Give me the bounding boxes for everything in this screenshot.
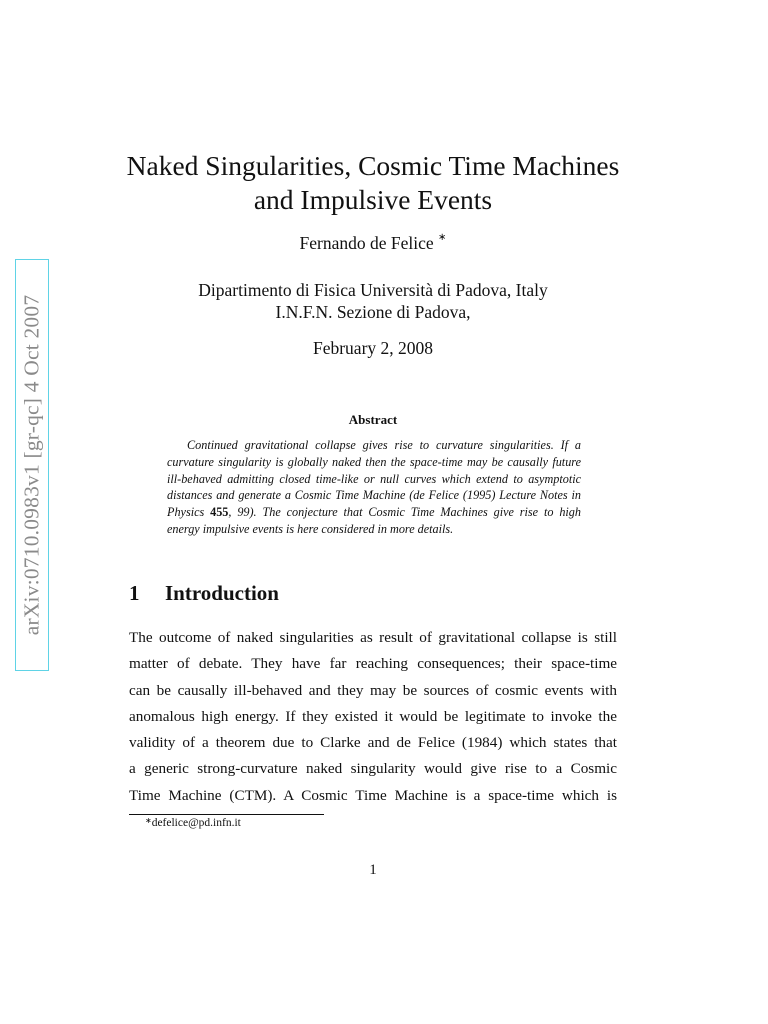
abstract-body	[167, 437, 581, 538]
paper-title	[0, 149, 746, 217]
section-number: 1	[129, 581, 140, 605]
body-line: The outcome of naked singularities as result of gravitational collapse is still	[129, 629, 617, 646]
author	[0, 233, 746, 254]
section-title: Introduction	[165, 581, 279, 605]
body-paragraph	[129, 625, 617, 809]
body-line: can be causally ill-behaved and they may be sources of cosmic events with	[129, 681, 617, 699]
author-name: Fernando de Felice	[299, 233, 434, 253]
body-line: validity of a theorem due to Clarke and de Felice (1984) which states that	[129, 734, 617, 752]
body-line: anomalous high energy. If they existed it would be legitimate to invoke the	[129, 707, 617, 725]
body-line: a generic strong-curvature naked singularity would give rise to a Cosmic	[129, 760, 617, 778]
abstract-text-part-2: , 99). The conjecture that Cosmic Time Machines give rise to high energy impulsive events is here considered in more details.	[167, 505, 581, 536]
footnote-rule	[129, 814, 324, 815]
page-number: 1	[369, 862, 377, 878]
body-line: matter of debate. They have far reaching consequences; their space-time	[129, 655, 617, 673]
abstract-text-part-1: Continued gravitational collapse gives rise to curvature singularities. If a curvature singularity is globally naked then the space-time may be causally future ill-behaved admitting closed time-like or null curves which extend to asymptotic distances and generate a Cosmic Time Machine (de Felice (1995) Lecture Notes in Physics	[167, 438, 581, 520]
arxiv-stamp-text: arXiv:0710.0983v1 [gr-qc] 4 Oct 2007	[19, 294, 44, 636]
abstract-heading: Abstract	[348, 412, 398, 427]
section-heading	[129, 581, 279, 606]
paper-date: February 2, 2008	[312, 338, 434, 358]
affiliation-line-1: Dipartimento di Fisica Università di Padova, Italy	[198, 280, 548, 300]
paper-title-line-2: and Impulsive Events	[253, 184, 493, 215]
footnote-mark: ∗	[145, 816, 152, 825]
affiliation-line-2: I.N.F.N. Sezione di Padova,	[275, 302, 471, 322]
author-footnote-mark: ∗	[438, 232, 447, 243]
body-line: Time Machine (CTM). A Cosmic Time Machine is a space-time which is	[129, 786, 617, 804]
abstract-bold-volume: 455	[210, 505, 229, 520]
footnote	[145, 817, 241, 829]
paper-title-line-1: Naked Singularities, Cosmic Time Machines	[126, 150, 620, 181]
footnote-email[interactable]: defelice@pd.infn.it	[151, 817, 241, 829]
